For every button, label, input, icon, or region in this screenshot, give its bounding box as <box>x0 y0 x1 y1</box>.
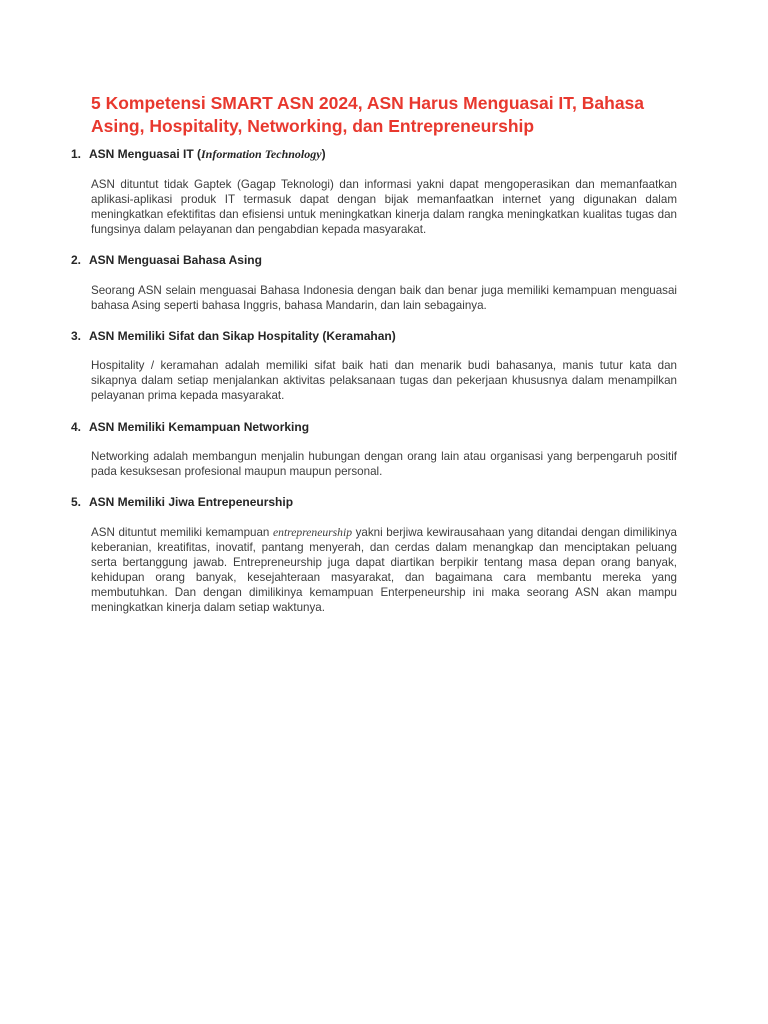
section-heading <box>71 329 691 344</box>
section-paragraph: Hospitality / keramahan adalah memiliki sifat baik hati dan menarik budi bahasanya, manis tutur kata dan sikapnya dalam setiap menjalankan aktivitas pelaksanaan tugas dan pekerjaan khususnya dalam menampilkan pelayanan prima kepada masyarakat. <box>91 359 677 402</box>
section-heading <box>71 147 691 162</box>
section-number: 5. <box>71 495 82 509</box>
section-heading <box>71 495 691 510</box>
document-title: 5 Kompetensi SMART ASN 2024, ASN Harus Menguasai IT, Bahasa Asing, Hospitality, Networking, dan Entrepreneurship <box>91 93 645 136</box>
section-number: 4. <box>71 420 82 434</box>
section-paragraph: Seorang ASN selain menguasai Bahasa Indonesia dengan baik dan benar juga memiliki kemampuan menguasai bahasa Asing seperti bahasa Inggris, bahasa Mandarin, dan lain sebagainya. <box>91 284 677 312</box>
paragraph-text-continued: yakni berjiwa kewirausahaan yang ditandai dengan dimilikinya keberanian, kreatifitas, inovatif, pantang menyerah, dan cerdas dalam menangkap dan menciptakan peluang serta bertanggung jawab. Entrepreneurship juga dapat diartikan berpikir tentang masa depan orang banyak, kehidupan orang banyak, kesejahteraan masyarakat, dan bagaimana cara membantu mereka yang membutuhkan. Dan dengan dimilikinya kemampuan Enterpeneurship ini maka seorang ASN akan mampu meningkatkan kinerja dalam setiap waktunya. <box>91 526 677 614</box>
section-number: 3. <box>71 329 82 343</box>
section-number: 2. <box>71 253 82 267</box>
heading-text: ASN Memiliki Kemampuan Networking <box>89 420 310 434</box>
heading-text: ASN Memiliki Jiwa Entrepeneurship <box>89 495 294 509</box>
section-paragraph <box>91 525 677 615</box>
paragraph-italic-text: entrepreneurship <box>273 526 352 539</box>
heading-text: ASN Memiliki Sifat dan Sikap Hospitality (Keramahan) <box>89 329 396 343</box>
heading-italic-text: Information Technology <box>201 147 322 161</box>
paragraph-text: ASN dituntut memiliki kemampuan <box>91 526 273 539</box>
section-number: 1. <box>71 147 82 161</box>
section-paragraph: Networking adalah membangun menjalin hubungan dengan orang lain atau organisasi yang berpengaruh positif pada kesuksesan profesional maupun maupun personal. <box>91 450 677 478</box>
heading-suffix: ) <box>321 147 326 161</box>
section-heading <box>71 253 691 268</box>
heading-text: ASN Menguasai Bahasa Asing <box>89 253 262 267</box>
section-paragraph: ASN dituntut tidak Gaptek (Gagap Teknologi) dan informasi yakni dapat mengoperasikan dan memanfaatkan aplikasi-aplikasi produk IT termasuk dapat dengan bijak memanfaatkan internet yang digunakan dalam meningkatkan efektifitas dan efisiensi untuk meningkatkan kinerja dalam rangka meningkatkan kualitas tugas dan fungsinya dalam pelayanan dan pengabdian kepada masyarakat. <box>91 178 677 236</box>
section-heading <box>71 420 691 435</box>
heading-text: ASN Menguasai IT ( <box>89 147 202 161</box>
